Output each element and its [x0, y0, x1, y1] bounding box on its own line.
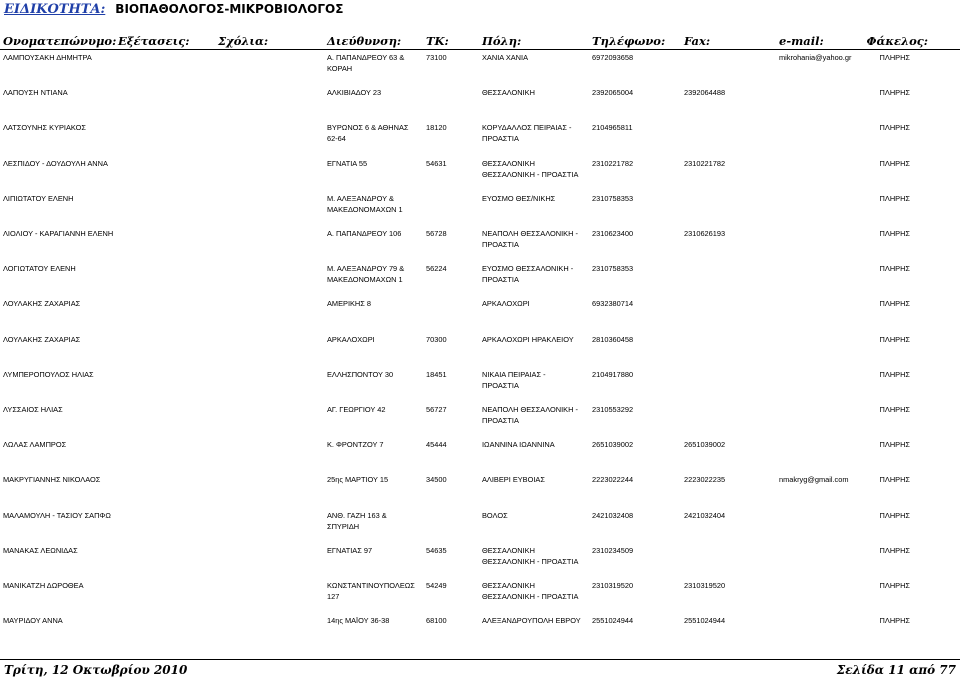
record-folder: ΠΛΗΡΗΣ	[879, 229, 910, 238]
record-folder: ΠΛΗΡΗΣ	[879, 88, 910, 98]
record-city: ΑΛΙΒΕΡΙ ΕΥΒΟΙΑΣ	[482, 475, 545, 485]
record-folder: ΠΛΗΡΗΣ	[879, 405, 910, 414]
record-folder: ΠΛΗΡΗΣ	[879, 545, 910, 555]
record-folder: ΠΛΗΡΗΣ	[879, 616, 910, 626]
record-folder: ΠΛΗΡΗΣ	[879, 123, 910, 133]
record-name: ΛΑΜΠΟΥΣΑΚΗ ΔΗΜΗΤΡΑ	[3, 53, 92, 62]
table-row	[0, 228, 960, 258]
record-phone: 6972093658	[592, 53, 634, 62]
record-address: Α. ΠΑΠΑΝΔΡΕΟΥ 63 & ΚΟΡΑΗ	[327, 53, 405, 73]
record-city: ΑΡΚΑΛΟΧΩΡΙ	[482, 299, 530, 309]
record-fax: 2310221782	[684, 158, 726, 168]
record-name: ΛΟΓΙΩΤΑΤΟΥ ΕΛΕΝΗ	[3, 264, 76, 274]
record-city: ΘΕΣΣΑΛΟΝΙΚΗ ΘΕΣΣΑΛΟΝΙΚΗ - ΠΡΟΑΣΤΙΑ	[482, 545, 579, 566]
record-city: ΝΙΚΑΙΑ ΠΕΙΡΑΙΑΣ - ΠΡΟΑΣΤΙΑ	[482, 369, 546, 390]
record-folder: ΠΛΗΡΗΣ	[879, 334, 910, 344]
record-email: mikrohania@yahoo.gr	[779, 53, 852, 62]
record-city: ΘΕΣΣΑΛΟΝΙΚΗ ΘΕΣΣΑΛΟΝΙΚΗ - ΠΡΟΑΣΤΙΑ	[482, 158, 579, 179]
record-name: ΛΟΥΛΑΚΗΣ ΖΑΧΑΡΙΑΣ	[3, 299, 81, 309]
record-city: ΝΕΑΠΟΛΗ ΘΕΣΣΑΛΟΝΙΚΗ - ΠΡΟΑΣΤΙΑ	[482, 229, 578, 249]
record-address: ΒΥΡΩΝΟΣ 6 & ΑΘΗΝΑΣ 62-64	[327, 123, 409, 144]
record-postcode: 45444	[426, 440, 447, 450]
col-name: Ονοματεπώνυμο:	[3, 34, 117, 48]
record-address: 25ης ΜΑΡΤΙΟΥ 15	[327, 475, 389, 485]
record-postcode: 56728	[426, 229, 447, 238]
record-phone: 2810360458	[592, 334, 634, 344]
record-city: ΒΟΛΟΣ	[482, 510, 508, 520]
record-city: ΑΛΕΞΑΝΔΡΟΥΠΟΛΗ ΕΒΡΟΥ	[482, 616, 581, 626]
record-city: ΧΑΝΙΑ ΧΑΝΙΑ	[482, 53, 529, 62]
record-address: 14ης ΜΑΪΟΥ 36-38	[327, 616, 390, 626]
record-name: ΜΑΝΑΚΑΣ ΛΕΩΝΙΔΑΣ	[3, 545, 78, 555]
record-address: ΑΝΘ. ΓΑΖΗ 163 & ΣΠΥΡΙΔΗ	[327, 510, 387, 531]
record-email: nmakryg@gmail.com	[779, 475, 849, 485]
record-folder: ΠΛΗΡΗΣ	[879, 510, 910, 520]
table-row	[0, 615, 960, 645]
table-row	[0, 193, 960, 223]
record-folder: ΠΛΗΡΗΣ	[879, 581, 910, 590]
table-row	[0, 263, 960, 293]
record-address: ΕΓΝΑΤΙΑΣ 97	[327, 545, 373, 555]
table-row	[0, 52, 960, 82]
record-city: ΚΟΡΥΔΑΛΛΟΣ ΠΕΙΡΑΙΑΣ - ΠΡΟΑΣΤΙΑ	[482, 123, 572, 144]
record-address: Α. ΠΑΠΑΝΔΡΕΟΥ 106	[327, 229, 402, 238]
col-tk: ΤΚ:	[426, 34, 449, 48]
table-row	[0, 439, 960, 469]
record-city: ΕΥΟΣΜΟ ΘΕΣ/ΝΙΚΗΣ	[482, 193, 556, 203]
record-fax: 2551024944	[684, 616, 726, 626]
record-postcode: 54249	[426, 581, 447, 590]
footer-date: Τρίτη, 12 Οκτωβρίου 2010	[4, 663, 188, 677]
record-phone: 2310758353	[592, 193, 634, 203]
table-row	[0, 580, 960, 610]
record-address: Μ. ΑΛΕΞΑΝΔΡΟΥ & ΜΑΚΕΔΟΝΟΜΑΧΩΝ 1	[327, 193, 403, 214]
col-email: e-mail:	[779, 34, 824, 48]
record-phone: 6932380714	[592, 299, 634, 309]
title-value: ΒΙΟΠΑΘΟΛΟΓΟΣ-ΜΙΚΡΟΒΙΟΛΟΓΟΣ	[115, 2, 344, 16]
record-name: ΛΟΥΛΑΚΗΣ ΖΑΧΑΡΙΑΣ	[3, 334, 81, 344]
page-title	[4, 0, 343, 16]
record-name: ΛΥΣΣΑΙΟΣ ΗΛΙΑΣ	[3, 405, 63, 414]
record-phone: 2392065004	[592, 88, 634, 98]
record-folder: ΠΛΗΡΗΣ	[879, 440, 910, 450]
record-fax: 2310626193	[684, 229, 726, 238]
col-exams: Εξέτασεις:	[118, 34, 190, 48]
table-row	[0, 158, 960, 188]
record-folder: ΠΛΗΡΗΣ	[879, 193, 910, 203]
record-name: ΛΕΣΠΙΔΟΥ - ΔΟΥΔΟΥΛΗ ΑΝΝΑ	[3, 158, 108, 168]
table-row	[0, 404, 960, 434]
record-postcode: 18451	[426, 369, 447, 379]
record-city: ΑΡΚΑΛΟΧΩΡΙ ΗΡΑΚΛΕΙΟΥ	[482, 334, 574, 344]
record-address: ΕΛΛΗΣΠΟΝΤΟΥ 30	[327, 369, 394, 379]
record-address: ΕΓΝΑΤΙΑ 55	[327, 158, 368, 168]
col-phone: Τηλέφωνο:	[592, 34, 666, 48]
record-name: ΛΑΠΟΥΣΗ ΝΤΙΑΝΑ	[3, 88, 68, 98]
table-row	[0, 122, 960, 152]
record-name: ΛΙΠΙΩΤΑΤΟΥ ΕΛΕΝΗ	[3, 193, 74, 203]
record-postcode: 56224	[426, 264, 447, 274]
col-city: Πόλη:	[482, 34, 522, 48]
record-city: ΝΕΑΠΟΛΗ ΘΕΣΣΑΛΟΝΙΚΗ - ΠΡΟΑΣΤΙΑ	[482, 405, 578, 425]
record-name: ΛΙΟΛΙΟΥ - ΚΑΡΑΓΙΑΝΝΗ ΕΛΕΝΗ	[3, 229, 114, 238]
record-folder: ΠΛΗΡΗΣ	[879, 158, 910, 168]
record-fax: 2223022235	[684, 475, 726, 485]
record-postcode: 54635	[426, 545, 447, 555]
record-postcode: 73100	[426, 53, 447, 62]
column-header	[0, 32, 960, 50]
record-city: ΘΕΣΣΑΛΟΝΙΚΗ	[482, 88, 535, 98]
record-name: ΛΩΛΑΣ ΛΑΜΠΡΟΣ	[3, 440, 67, 450]
record-fax: 2421032404	[684, 510, 726, 520]
record-phone: 2104965811	[592, 123, 633, 133]
record-address: ΑΜΕΡΙΚΗΣ 8	[327, 299, 371, 309]
record-address: ΑΛΚΙΒΙΑΔΟΥ 23	[327, 88, 382, 98]
record-phone: 2421032408	[592, 510, 634, 520]
record-fax: 2310319520	[684, 581, 726, 590]
record-postcode: 68100	[426, 616, 447, 626]
table-row	[0, 87, 960, 117]
record-postcode: 56727	[426, 405, 447, 414]
col-fax: Fax:	[684, 34, 711, 48]
record-address: Μ. ΑΛΕΞΑΝΔΡΟΥ 79 & ΜΑΚΕΔΟΝΟΜΑΧΩΝ 1	[327, 264, 405, 285]
record-phone: 2310319520	[592, 581, 634, 590]
col-address: Διεύθυνση:	[327, 34, 402, 48]
record-address: Κ. ΦΡΟΝΤΖΟΥ 7	[327, 440, 384, 450]
table-row	[0, 545, 960, 575]
record-city: ΙΩΑΝΝΙΝΑ ΙΩΑΝΝΙΝΑ	[482, 440, 555, 450]
record-postcode: 54631	[426, 158, 447, 168]
record-folder: ΠΛΗΡΗΣ	[879, 369, 910, 379]
record-fax: 2651039002	[684, 440, 726, 450]
record-phone: 2310758353	[592, 264, 634, 274]
record-name: ΜΑΥΡΙΔΟΥ ΑΝΝΑ	[3, 616, 63, 626]
table-row	[0, 334, 960, 364]
record-folder: ΠΛΗΡΗΣ	[879, 475, 910, 485]
record-phone: 2223022244	[592, 475, 634, 485]
record-postcode: 18120	[426, 123, 447, 133]
record-phone: 2651039002	[592, 440, 634, 450]
record-postcode: 70300	[426, 334, 447, 344]
record-address: ΚΩΝΣΤΑΝΤΙΝΟΥΠΟΛΕΩΣ 127	[327, 581, 415, 601]
record-folder: ΠΛΗΡΗΣ	[879, 53, 910, 62]
record-phone: 2310221782	[592, 158, 634, 168]
record-phone: 2310553292	[592, 405, 634, 414]
table-row	[0, 298, 960, 328]
record-name: ΛΥΜΠΕΡΟΠΟΥΛΟΣ ΗΛΙΑΣ	[3, 369, 94, 379]
record-folder: ΠΛΗΡΗΣ	[879, 299, 910, 309]
record-city: ΕΥΟΣΜΟ ΘΕΣΣΑΛΟΝΙΚΗ - ΠΡΟΑΣΤΙΑ	[482, 264, 574, 285]
record-address: ΑΡΚΑΛΟΧΩΡΙ	[327, 334, 375, 344]
record-phone: 2104917880	[592, 369, 634, 379]
record-fax: 2392064488	[684, 88, 726, 98]
record-name: ΜΑΝΙΚΑΤΖΗ ΔΩΡΟΘΕΑ	[3, 581, 84, 590]
record-name: ΛΑΤΣΟΥΝΗΣ ΚΥΡΙΑΚΟΣ	[3, 123, 86, 133]
table-row	[0, 474, 960, 504]
record-phone: 2310234509	[592, 545, 634, 555]
col-schools: Σχόλια:	[218, 34, 269, 48]
footer-page-number: Σελίδα 11 από 77	[836, 663, 956, 677]
record-city: ΘΕΣΣΑΛΟΝΙΚΗ ΘΕΣΣΑΛΟΝΙΚΗ - ΠΡΟΑΣΤΙΑ	[482, 581, 579, 601]
page-footer	[0, 659, 960, 680]
title-label: ΕΙΔΙΚΟΤΗΤΑ:	[4, 2, 106, 17]
record-folder: ΠΛΗΡΗΣ	[879, 264, 910, 274]
record-phone: 2551024944	[592, 616, 634, 626]
table-row	[0, 369, 960, 399]
table-row	[0, 510, 960, 540]
record-name: ΜΑΚΡΥΓΙΑΝΝΗΣ ΝΙΚΟΛΑΟΣ	[3, 475, 101, 485]
record-address: ΑΓ. ΓΕΩΡΓΙΟΥ 42	[327, 405, 386, 414]
record-name: ΜΑΛΑΜΟΥΛΗ - ΤΑΣΙΟΥ ΣΑΠΦΩ	[3, 510, 111, 520]
record-phone: 2310623400	[592, 229, 634, 238]
record-postcode: 34500	[426, 475, 447, 485]
col-folder: Φάκελος:	[866, 34, 928, 48]
